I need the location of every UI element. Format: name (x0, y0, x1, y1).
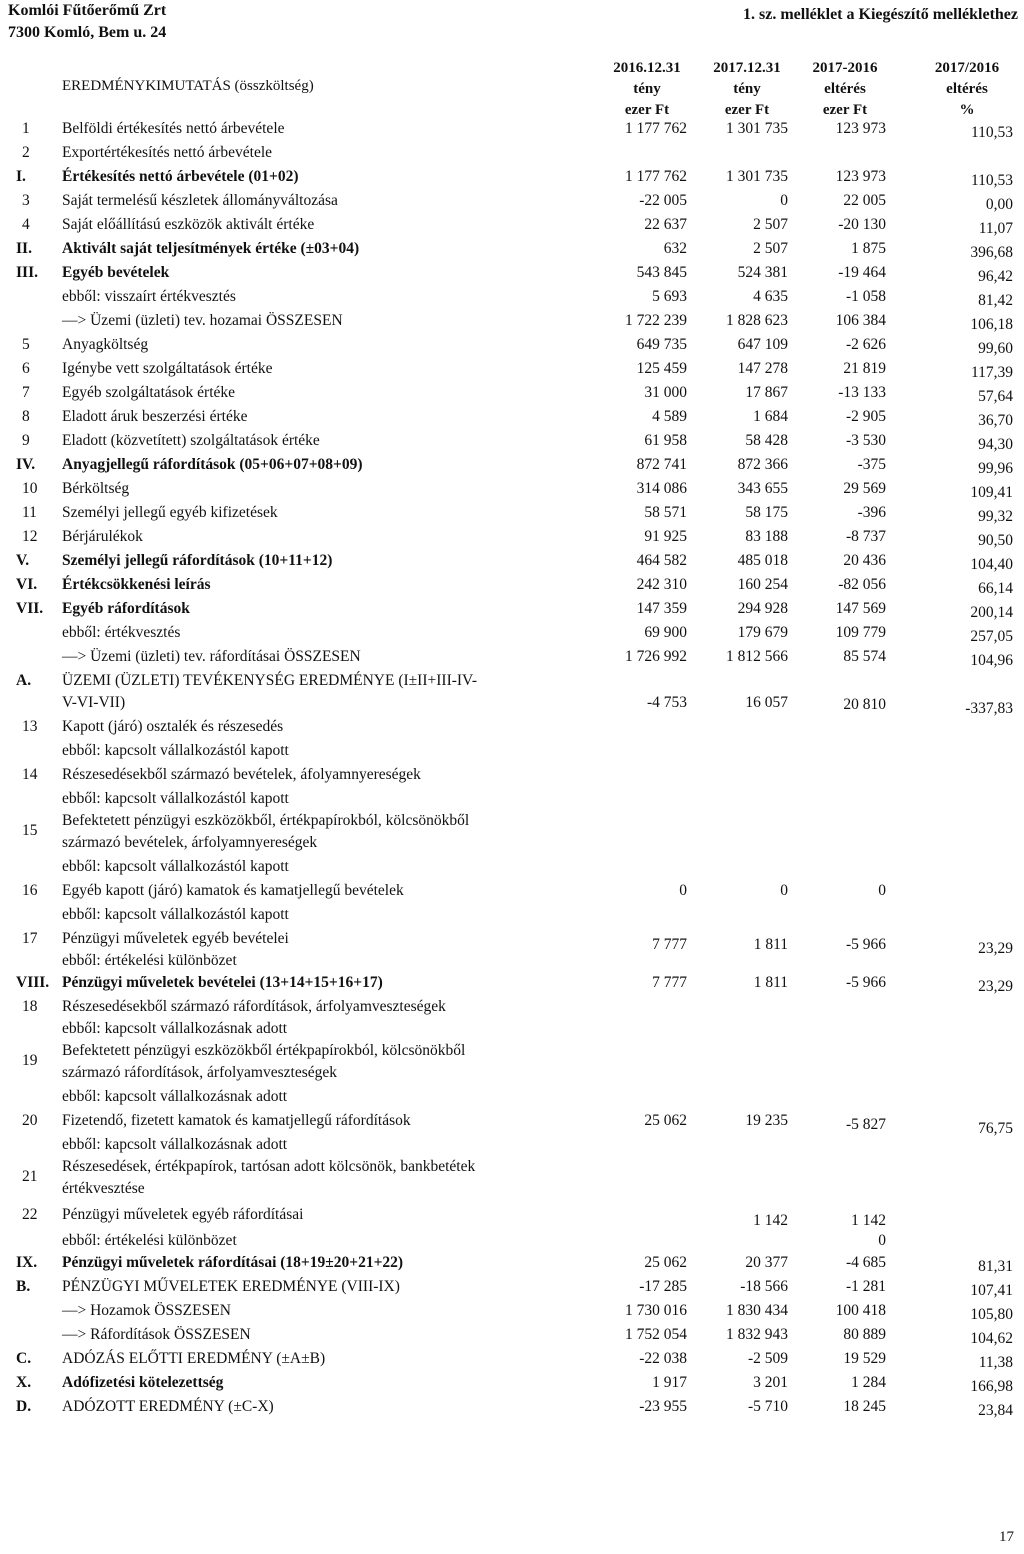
row-number: 16 (22, 882, 38, 899)
column-header-line: ezer Ft (724, 102, 770, 118)
row-value-col3: 1 875 (851, 240, 886, 257)
row-number: B. (16, 1278, 31, 1295)
row-label: Részesedésekből származó bevételek, áfolyamnyereségek (62, 766, 421, 783)
row-value-col2: 58 428 (745, 432, 788, 449)
row-label: ebből: értékelési különbözet (62, 952, 237, 969)
row-number: IX. (16, 1254, 38, 1271)
row-value-col2: 1 812 566 (726, 648, 788, 665)
row-label: Saját termelésű készletek állományváltozása (62, 192, 338, 209)
row-value-col1: 147 359 (636, 600, 687, 617)
row-number: VII. (16, 600, 44, 617)
row-label: Eladott (közvetített) szolgáltatások értéke (62, 432, 320, 449)
row-label: ebből: visszaírt értékvesztés (62, 288, 236, 305)
row-value-col3: -82 056 (838, 576, 886, 593)
row-label: Egyéb bevételek (62, 264, 170, 281)
row-value-col4: 81,31 (978, 1258, 1013, 1275)
row-label: értékvesztése (62, 1180, 145, 1197)
row-label: PÉNZÜGYI MŰVELETEK EREDMÉNYE (VIII-IX) (62, 1278, 400, 1295)
row-value-col1: 4 589 (652, 408, 687, 425)
row-value-col4: 90,50 (978, 532, 1013, 549)
row-value-col1: 649 735 (636, 336, 687, 353)
page-number: 17 (999, 1529, 1014, 1545)
row-value-col1: 242 310 (636, 576, 687, 593)
row-value-col2: 485 018 (737, 552, 788, 569)
row-label: Befektetett pénzügyi eszközökből, értékpapírokból, kölcsönökből (62, 812, 470, 829)
row-value-col2: 1 830 434 (726, 1302, 788, 1319)
row-value-col1: 1 917 (652, 1374, 687, 1391)
row-value-col1: 1 177 762 (625, 168, 687, 185)
row-value-col2: 294 928 (737, 600, 788, 617)
row-label: Anyagköltség (62, 336, 149, 353)
row-value-col4: 99,32 (978, 508, 1013, 525)
row-label: —> Ráfordítások ÖSSZESEN (62, 1326, 251, 1343)
row-number: 4 (22, 216, 30, 233)
row-number: X. (16, 1374, 32, 1391)
row-value-col2: 147 278 (737, 360, 788, 377)
row-number: 10 (22, 480, 38, 497)
row-value-col3: 19 529 (843, 1350, 886, 1367)
row-value-col2: -2 509 (747, 1350, 788, 1367)
row-value-col4: 105,80 (970, 1306, 1013, 1323)
row-number: V. (16, 552, 30, 569)
row-number: 18 (22, 998, 38, 1015)
row-label: Eladott áruk beszerzési értéke (62, 408, 248, 425)
row-label: Exportértékesítés nettó árbevétele (62, 144, 273, 161)
row-value-col1: 1 752 054 (625, 1326, 687, 1343)
row-number: 5 (22, 336, 30, 353)
row-value-col3: 1 142 (851, 1212, 886, 1229)
row-label: Egyéb ráfordítások (62, 600, 190, 617)
row-value-col1: 22 637 (644, 216, 687, 233)
row-value-col3: -2 905 (845, 408, 886, 425)
row-value-col2: 58 175 (745, 504, 788, 521)
column-header-line: eltérés (824, 81, 866, 97)
row-value-col1: 31 000 (644, 384, 687, 401)
row-value-col2: 16 057 (745, 694, 788, 711)
company-name: Komlói Fűtőerőmű Zrt (8, 2, 167, 19)
company-address: 7300 Komló, Bem u. 24 (8, 24, 167, 41)
row-number: II. (16, 240, 32, 257)
row-value-col4: 23,84 (978, 1402, 1013, 1419)
row-value-col4: 99,60 (978, 340, 1013, 357)
row-value-col4: 66,14 (978, 580, 1013, 597)
column-header-line: ezer Ft (822, 102, 868, 118)
row-value-col4: 200,14 (970, 604, 1013, 621)
row-number: III. (16, 264, 38, 281)
row-label: ebből: értékvesztés (62, 624, 181, 641)
row-value-col3: -19 464 (838, 264, 886, 281)
row-value-col2: 647 109 (737, 336, 788, 353)
row-label: származó ráfordítások, árfolyamveszteségek (62, 1064, 337, 1081)
row-value-col4: 57,64 (978, 388, 1013, 405)
row-label: Saját előállítású eszközök aktivált értéke (62, 216, 315, 233)
row-value-col2: 0 (780, 192, 788, 209)
row-value-col3: -4 685 (845, 1254, 886, 1271)
row-value-col4: 396,68 (970, 244, 1013, 261)
row-number: 3 (22, 192, 30, 209)
row-label: Pénzügyi műveletek bevételei (13+14+15+16+17) (62, 974, 383, 991)
row-label: Anyagjellegű ráfordítások (05+06+07+08+09) (62, 456, 363, 473)
row-value-col3: 0 (878, 882, 886, 899)
row-value-col4: 36,70 (978, 412, 1013, 429)
row-label: ADÓZOTT EREDMÉNY (±C-X) (62, 1398, 274, 1415)
row-value-col3: 1 284 (851, 1374, 886, 1391)
row-label: Részesedésekből származó ráfordítások, árfolyamveszteségek (62, 998, 446, 1015)
row-value-col3: 106 384 (835, 312, 886, 329)
row-number: I. (16, 168, 26, 185)
row-value-col3: -396 (857, 504, 886, 521)
row-number: 11 (22, 504, 37, 521)
row-number: IV. (16, 456, 36, 473)
row-value-col3: -375 (857, 456, 886, 473)
row-label: V-VI-VII) (62, 694, 126, 711)
row-value-col2: 4 635 (753, 288, 788, 305)
column-header-line: % (959, 102, 975, 118)
row-value-col3: -2 626 (845, 336, 886, 353)
row-number: 17 (22, 930, 38, 947)
row-value-col3: 109 779 (835, 624, 886, 641)
row-value-col3: 123 973 (835, 120, 886, 137)
row-value-col4: 104,62 (970, 1330, 1013, 1347)
row-number: 9 (22, 432, 30, 449)
row-value-col2: 19 235 (745, 1112, 788, 1129)
row-label: —> Üzemi (üzleti) tev. ráfordításai ÖSSZESEN (62, 648, 361, 665)
row-value-col4: 257,05 (970, 628, 1013, 645)
row-value-col2: 3 201 (753, 1374, 788, 1391)
column-header-line: tény (633, 81, 661, 97)
row-number: VIII. (16, 974, 50, 991)
row-value-col3: -20 130 (838, 216, 886, 233)
row-number: 20 (22, 1112, 38, 1129)
column-header-line: ezer Ft (624, 102, 670, 118)
row-value-col4: 104,40 (970, 556, 1013, 573)
row-value-col3: 22 005 (843, 192, 886, 209)
row-value-col2: 0 (780, 882, 788, 899)
column-header-line: 2017/2016 (934, 60, 1000, 76)
row-value-col1: 125 459 (636, 360, 687, 377)
row-value-col2: 17 867 (745, 384, 788, 401)
row-value-col2: 872 366 (737, 456, 788, 473)
row-value-col2: 524 381 (737, 264, 788, 281)
row-value-col4: 76,75 (978, 1120, 1013, 1137)
column-header-line: 2017-2016 (812, 60, 878, 76)
row-value-col2: 1 684 (753, 408, 788, 425)
row-number: 21 (22, 1168, 38, 1185)
row-value-col4: 110,53 (970, 172, 1013, 189)
row-value-col4: 106,18 (970, 316, 1013, 333)
row-number: 7 (22, 384, 30, 401)
row-value-col3: 21 819 (843, 360, 886, 377)
row-value-col3: -1 281 (845, 1278, 886, 1295)
row-value-col4: 0,00 (985, 196, 1013, 213)
annex-note: 1. sz. melléklet a Kiegészítő melléklethez (742, 6, 1018, 23)
row-label: ebből: kapcsolt vállalkozástól kapott (62, 906, 289, 923)
row-value-col1: 58 571 (644, 504, 687, 521)
row-label: ebből: értékelési különbözet (62, 1232, 237, 1249)
row-value-col2: 83 188 (745, 528, 788, 545)
row-label: Részesedések, értékpapírok, tartósan adott kölcsönök, bankbetétek (62, 1158, 476, 1175)
row-label: Értékesítés nettó árbevétele (01+02) (62, 168, 299, 185)
row-value-col2: 1 301 735 (726, 120, 788, 137)
row-value-col2: 179 679 (737, 624, 788, 641)
row-value-col2: 20 377 (745, 1254, 788, 1271)
column-header-line: tény (733, 81, 761, 97)
row-value-col1: -23 955 (639, 1398, 687, 1415)
row-label: származó bevételek, árfolyamnyereségek (62, 834, 318, 851)
row-value-col4: 104,96 (970, 652, 1013, 669)
row-label: Bérköltség (62, 480, 130, 497)
row-number: A. (16, 672, 32, 689)
row-value-col3: 147 569 (835, 600, 886, 617)
row-number: 8 (22, 408, 30, 425)
row-value-col4: 81,42 (978, 292, 1013, 309)
row-value-col3: -13 133 (838, 384, 886, 401)
row-label: Személyi jellegű egyéb kifizetések (62, 504, 278, 521)
row-label: Személyi jellegű ráfordítások (10+11+12) (62, 552, 333, 569)
row-value-col1: 7 777 (652, 936, 687, 953)
row-value-col4: 117,39 (970, 364, 1013, 381)
row-label: Befektetett pénzügyi eszközökből értékpapírokból, kölcsönökből (62, 1042, 466, 1059)
column-header-line: 2017.12.31 (713, 60, 781, 76)
row-number: 2 (22, 144, 30, 161)
row-value-col3: 20 436 (843, 552, 886, 569)
row-value-col1: 543 845 (636, 264, 687, 281)
row-value-col3: -5 966 (845, 936, 886, 953)
row-number: 22 (22, 1206, 38, 1223)
row-label: Igénybe vett szolgáltatások értéke (62, 360, 273, 377)
row-value-col2: 1 832 943 (726, 1326, 788, 1343)
row-label: ebből: kapcsolt vállalkozástól kapott (62, 742, 289, 759)
row-label: —> Üzemi (üzleti) tev. hozamai ÖSSZESEN (62, 312, 343, 329)
row-label: ebből: kapcsolt vállalkozásnak adott (62, 1020, 288, 1037)
row-value-col4: 94,30 (978, 436, 1013, 453)
row-label: Belföldi értékesítés nettó árbevétele (62, 120, 285, 137)
row-value-col1: 1 177 762 (625, 120, 687, 137)
column-header-line: eltérés (946, 81, 988, 97)
row-value-col4: 166,98 (970, 1378, 1013, 1395)
row-label: Fizetendő, fizetett kamatok és kamatjellegű ráfordítások (62, 1112, 411, 1129)
row-label: ebből: kapcsolt vállalkozástól kapott (62, 858, 289, 875)
row-value-col2: 1 828 623 (726, 312, 788, 329)
row-value-col2: 160 254 (737, 576, 788, 593)
row-label: ÜZEMI (ÜZLETI) TEVÉKENYSÉG EREDMÉNYE (I±II+III-IV- (62, 672, 477, 689)
row-value-col3: -1 058 (845, 288, 886, 305)
row-value-col1: 5 693 (652, 288, 687, 305)
row-value-col3: -3 530 (845, 432, 886, 449)
row-value-col3: 85 574 (843, 648, 886, 665)
row-value-col1: 464 582 (636, 552, 687, 569)
row-value-col1: 25 062 (644, 1112, 687, 1129)
row-label: —> Hozamok ÖSSZESEN (62, 1302, 231, 1319)
row-number: 6 (22, 360, 30, 377)
row-value-col4: 23,29 (978, 978, 1013, 995)
row-number: 12 (22, 528, 38, 545)
row-value-col3: 20 810 (843, 696, 886, 713)
row-value-col4: 11,07 (978, 220, 1013, 237)
column-header-line: 2016.12.31 (613, 60, 681, 76)
row-label: ebből: kapcsolt vállalkozástól kapott (62, 790, 289, 807)
row-value-col3: 18 245 (843, 1398, 886, 1415)
row-label: Pénzügyi műveletek egyéb bevételei (62, 930, 289, 947)
row-value-col3: -5 966 (845, 974, 886, 991)
row-value-col2: 2 507 (753, 216, 788, 233)
row-value-col4: 23,29 (978, 940, 1013, 957)
row-label: Pénzügyi műveletek ráfordításai (18+19±20+21+22) (62, 1254, 404, 1271)
row-value-col2: 1 142 (753, 1212, 788, 1229)
row-value-col3: -8 737 (845, 528, 886, 545)
row-value-col1: 1 722 239 (625, 312, 687, 329)
row-number: VI. (16, 576, 38, 593)
row-number: 13 (22, 718, 38, 735)
row-number: C. (16, 1350, 32, 1367)
row-label: ebből: kapcsolt vállalkozásnak adott (62, 1136, 288, 1153)
row-label: Értékcsökkenési leírás (62, 576, 211, 593)
row-value-col1: -17 285 (639, 1278, 687, 1295)
row-value-col4: 107,41 (970, 1282, 1013, 1299)
row-value-col1: 61 958 (644, 432, 687, 449)
row-value-col4: 110,53 (970, 124, 1013, 141)
row-number: 15 (22, 822, 38, 839)
row-value-col2: 343 655 (737, 480, 788, 497)
row-value-col1: -4 753 (646, 694, 687, 711)
row-value-col3: 80 889 (843, 1326, 886, 1343)
row-label: Adófizetési kötelezettség (62, 1374, 224, 1391)
report-title: EREDMÉNYKIMUTATÁS (összköltség) (62, 78, 314, 94)
row-value-col1: 872 741 (636, 456, 687, 473)
row-value-col2: 1 811 (753, 974, 788, 991)
row-value-col3: 100 418 (835, 1302, 886, 1319)
row-value-col3: 29 569 (843, 480, 886, 497)
row-label: Egyéb szolgáltatások értéke (62, 384, 236, 401)
row-label: Pénzügyi műveletek egyéb ráfordításai (62, 1206, 304, 1223)
row-value-col3: 123 973 (835, 168, 886, 185)
row-label: Egyéb kapott (járó) kamatok és kamatjellegű bevételek (62, 882, 404, 899)
row-value-col1: 314 086 (636, 480, 687, 497)
row-value-col1: 69 900 (644, 624, 687, 641)
row-label: Kapott (járó) osztalék és részesedés (62, 718, 284, 735)
row-value-col1: 0 (679, 882, 687, 899)
row-number: D. (16, 1398, 32, 1415)
row-value-col1: 632 (663, 240, 687, 257)
row-number: 14 (22, 766, 38, 783)
row-value-col2: 1 301 735 (726, 168, 788, 185)
row-label: Aktivált saját teljesítmények értéke (±03+04) (62, 240, 360, 257)
row-value-col2: 1 811 (753, 936, 788, 953)
row-value-col4: 11,38 (978, 1354, 1013, 1371)
row-value-col3: -5 827 (845, 1116, 886, 1133)
row-value-col2: -5 710 (747, 1398, 788, 1415)
row-value-col4: 109,41 (970, 484, 1013, 501)
row-value-col4: 96,42 (978, 268, 1013, 285)
row-value-col2: 2 507 (753, 240, 788, 257)
row-value-col1: 7 777 (652, 974, 687, 991)
row-value-col2: -18 566 (740, 1278, 788, 1295)
row-label: Bérjárulékok (62, 528, 143, 545)
row-number: 1 (22, 120, 30, 137)
row-label: ADÓZÁS ELŐTTI EREDMÉNY (±A±B) (62, 1350, 326, 1367)
row-number: 19 (22, 1052, 38, 1069)
row-value-col1: 1 730 016 (625, 1302, 687, 1319)
row-value-col1: 91 925 (644, 528, 687, 545)
row-value-col1: -22 038 (639, 1350, 687, 1367)
row-value-col1: 25 062 (644, 1254, 687, 1271)
row-value-col4: -337,83 (965, 700, 1013, 717)
row-value-col4: 99,96 (978, 460, 1013, 477)
row-value-col3: 0 (878, 1232, 886, 1249)
row-value-col1: 1 726 992 (625, 648, 687, 665)
row-label: ebből: kapcsolt vállalkozásnak adott (62, 1088, 288, 1105)
row-value-col1: -22 005 (639, 192, 687, 209)
